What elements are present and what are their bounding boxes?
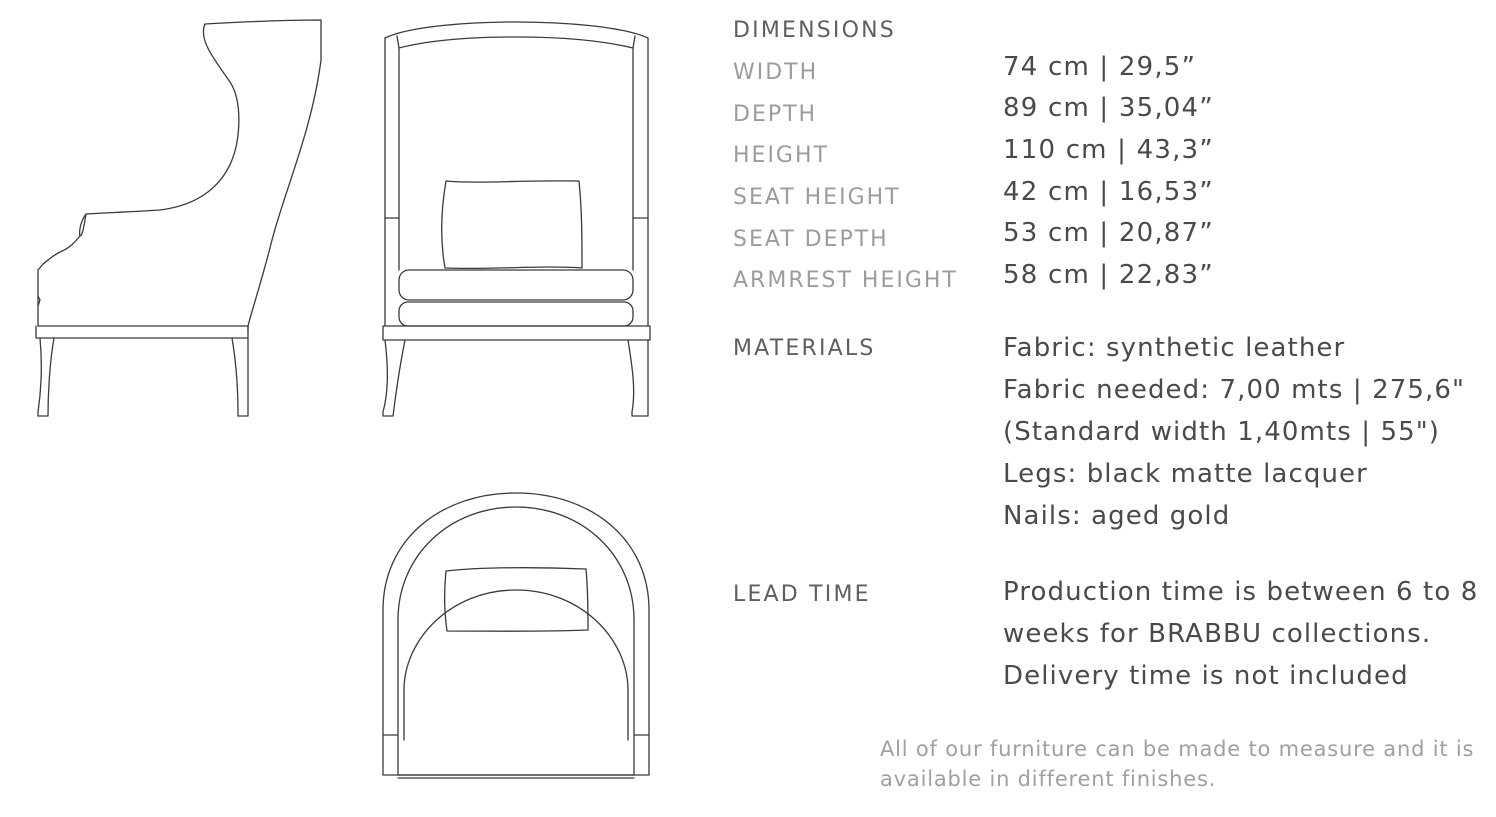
material-line: Legs: black matte lacquer [1003, 459, 1368, 489]
note-line: All of our furniture can be made to measure and it is [880, 737, 1475, 761]
lead-time-line: Production time is between 6 to 8 [1003, 577, 1479, 607]
material-line: (Standard width 1,40mts | 55") [1003, 417, 1441, 447]
material-line: Fabric needed: 7,00 mts | 275,6" [1003, 375, 1466, 405]
seat-height-label: SEAT HEIGHT [733, 185, 901, 210]
lead-time-line: weeks for BRABBU collections. [1003, 619, 1432, 649]
width-value: 74 cm | 29,5” [1003, 52, 1197, 82]
lead-time-line: Delivery time is not included [1003, 661, 1409, 691]
chair-front-view [383, 22, 650, 416]
chair-top-view [383, 493, 649, 778]
depth-value: 89 cm | 35,04” [1003, 93, 1214, 123]
armrest-height-label: ARMREST HEIGHT [733, 268, 958, 293]
made-to-measure-note [880, 734, 1474, 794]
material-line: Nails: aged gold [1003, 501, 1231, 531]
chair-drawings [0, 0, 720, 817]
width-label: WIDTH [733, 60, 819, 85]
seat-depth-label: SEAT DEPTH [733, 227, 889, 252]
lead-time-text [1003, 571, 1478, 697]
depth-label: DEPTH [733, 102, 818, 127]
materials-text [1003, 327, 1465, 537]
armrest-height-value: 58 cm | 22,83” [1003, 260, 1214, 290]
chair-side-view [36, 20, 321, 416]
note-line: available in different finishes. [880, 767, 1217, 791]
seat-height-value: 42 cm | 16,53” [1003, 177, 1214, 207]
height-label: HEIGHT [733, 143, 829, 168]
materials-heading: MATERIALS [733, 336, 876, 361]
dimensions-heading: DIMENSIONS [733, 18, 896, 43]
material-line: Fabric: synthetic leather [1003, 333, 1346, 363]
lead-time-heading: LEAD TIME [733, 582, 871, 607]
seat-depth-value: 53 cm | 20,87” [1003, 218, 1214, 248]
height-value: 110 cm | 43,3” [1003, 135, 1214, 165]
